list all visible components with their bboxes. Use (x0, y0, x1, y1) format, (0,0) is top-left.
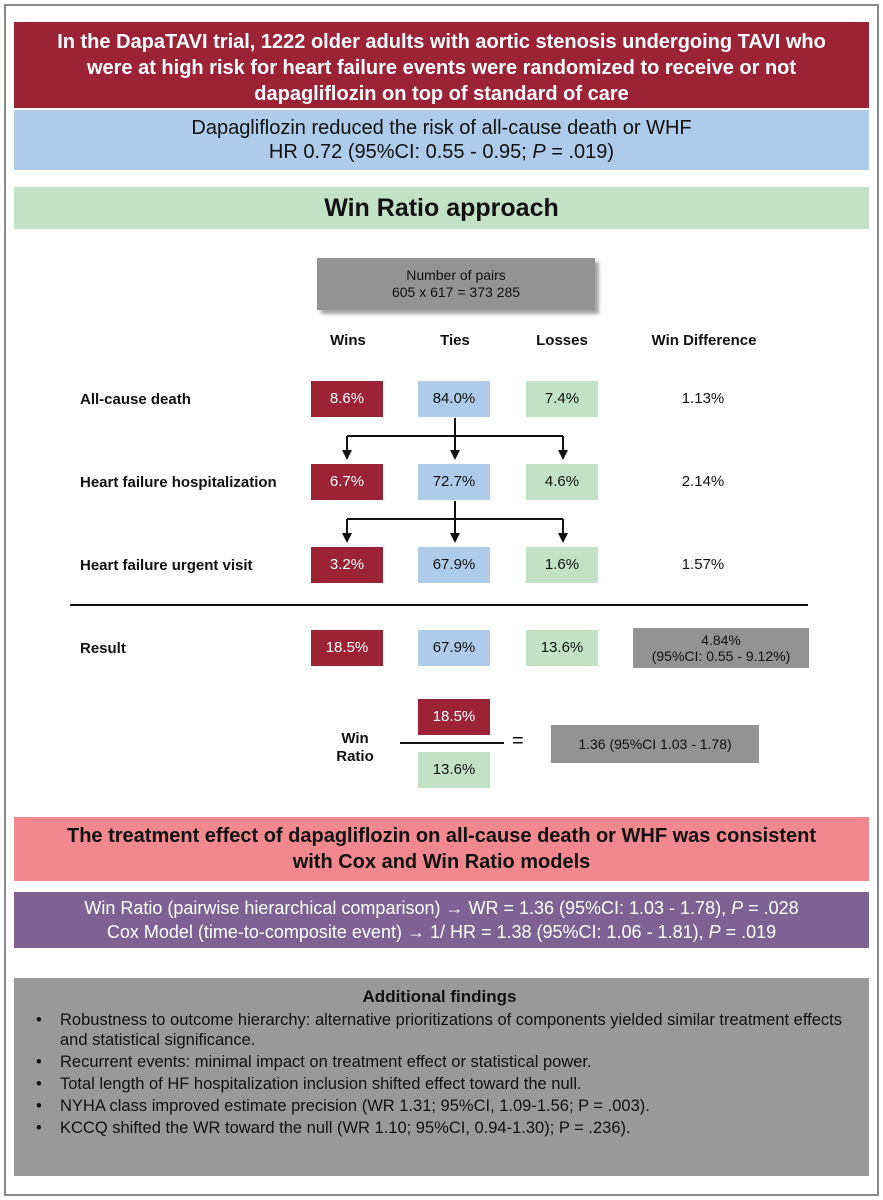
row-label-all-cause-death: All-cause death (80, 391, 191, 408)
column-header-wins: Wins (330, 332, 366, 349)
win-ratio-model-line (14, 896, 869, 920)
row-label-result: Result (80, 640, 126, 657)
cox-p-symbol: P (708, 922, 721, 942)
wr-p-symbol: P (731, 898, 744, 918)
primary-p-value: = .019) (545, 141, 615, 163)
cox-model-text: Cox Model (time-to-composite event) → 1/ HR = 1.38 (95%CI: 1.06 - 1.81), (106, 922, 709, 942)
losses-hf-hospitalization: 4.6% (526, 464, 598, 500)
win-ratio-label-line-2: Ratio (336, 748, 374, 765)
finding-item: • NYHA class improved estimate precision (WR 1.31; 95%CI, 1.09-1.56; P = .003). (34, 1096, 845, 1116)
additional-findings-box (14, 978, 869, 1176)
pairs-label: Number of pairs (406, 267, 506, 283)
conclusion-line-2: with Cox and Win Ratio models (292, 851, 591, 873)
wins-all-cause-death: 8.6% (311, 381, 383, 417)
ties-all-cause-death: 84.0% (418, 381, 490, 417)
model-comparison-banner (14, 892, 869, 948)
pairs-value: 605 x 617 = 373 285 (391, 284, 521, 300)
win-difference-result-box (633, 628, 809, 668)
row-label-hf-hospitalization: Heart failure hospitalization (80, 474, 277, 491)
win-ratio-denominator: 13.6% (418, 752, 490, 788)
wr-p-value: = .028 (743, 898, 799, 918)
ties-hf-hospitalization: 72.7% (418, 464, 490, 500)
win-difference-all-cause-death: 1.13% (681, 390, 725, 407)
ties-result: 67.9% (418, 630, 490, 666)
primary-result-banner (14, 110, 869, 170)
result-divider (70, 604, 808, 606)
cox-p-value: = .019 (720, 922, 777, 942)
column-header-ties: Ties (440, 332, 470, 349)
primary-hr-text: HR 0.72 (95%CI: 0.55 - 0.95; (268, 141, 533, 163)
win-difference-hf-urgent-visit: 1.57% (681, 556, 725, 573)
wins-hf-urgent-visit: 3.2% (311, 547, 383, 583)
primary-p-symbol: P (532, 141, 546, 163)
win-ratio-label-line-1: Win (341, 730, 369, 747)
losses-result: 13.6% (526, 630, 598, 666)
equals-sign: = (512, 730, 524, 752)
finding-item: • Total length of HF hospitalization inclusion shifted effect toward the null. (34, 1074, 845, 1094)
additional-findings-title: Additional findings (362, 987, 517, 1006)
win-ratio-result-box: 1.36 (95%CI 1.03 - 1.78) (551, 725, 759, 763)
primary-result-line-2 (14, 140, 869, 164)
losses-all-cause-death: 7.4% (526, 381, 598, 417)
conclusion-line-1: The treatment effect of dapagliflozin on all-cause death or WHF was consistent (67, 825, 816, 847)
trial-description-line-2: were at high risk for heart failure events were randomized to receive or not (86, 57, 797, 79)
column-header-losses: Losses (536, 332, 588, 349)
wins-result: 18.5% (311, 630, 383, 666)
cox-model-line (14, 920, 869, 944)
wins-hf-hospitalization: 6.7% (311, 464, 383, 500)
win-ratio-numerator: 18.5% (418, 699, 490, 735)
win-difference-result-ci: (95%CI: 0.55 - 9.12%) (651, 648, 791, 664)
win-difference-hf-hospitalization: 2.14% (681, 473, 725, 490)
wr-model-text: Win Ratio (pairwise hierarchical comparison) → WR = 1.36 (95%CI: 1.03 - 1.78), (84, 898, 732, 918)
ties-hf-urgent-visit: 67.9% (418, 547, 490, 583)
trial-description-line-3: dapagliflozin on top of standard of care (254, 83, 629, 105)
finding-item: • Robustness to outcome hierarchy: alternative prioritizations of components yielded similar treatment effects and statistical significance. (34, 1010, 845, 1050)
conclusion-banner (14, 817, 869, 881)
losses-hf-urgent-visit: 1.6% (526, 547, 598, 583)
trial-description-line-1: In the DapaTAVI trial, 1222 older adults with aortic stenosis undergoing TAVI who (57, 31, 826, 53)
number-of-pairs-box (317, 258, 595, 310)
primary-result-line-1: Dapagliflozin reduced the risk of all-cause death or WHF (191, 117, 692, 139)
win-difference-result-value: 4.84% (701, 632, 741, 648)
section-title: Win Ratio approach (14, 187, 869, 229)
finding-item: • KCCQ shifted the WR toward the null (WR 1.10; 95%CI, 0.94-1.30); P = .236). (34, 1118, 845, 1138)
additional-findings-list (34, 1010, 845, 1138)
finding-item: • Recurrent events: minimal impact on treatment effect or statistical power. (34, 1052, 845, 1072)
row-label-hf-urgent-visit: Heart failure urgent visit (80, 557, 253, 574)
win-ratio-label (332, 730, 378, 766)
column-header-win-difference: Win Difference (651, 332, 757, 349)
trial-description-banner (14, 22, 869, 108)
win-ratio-fraction-bar (400, 742, 504, 744)
